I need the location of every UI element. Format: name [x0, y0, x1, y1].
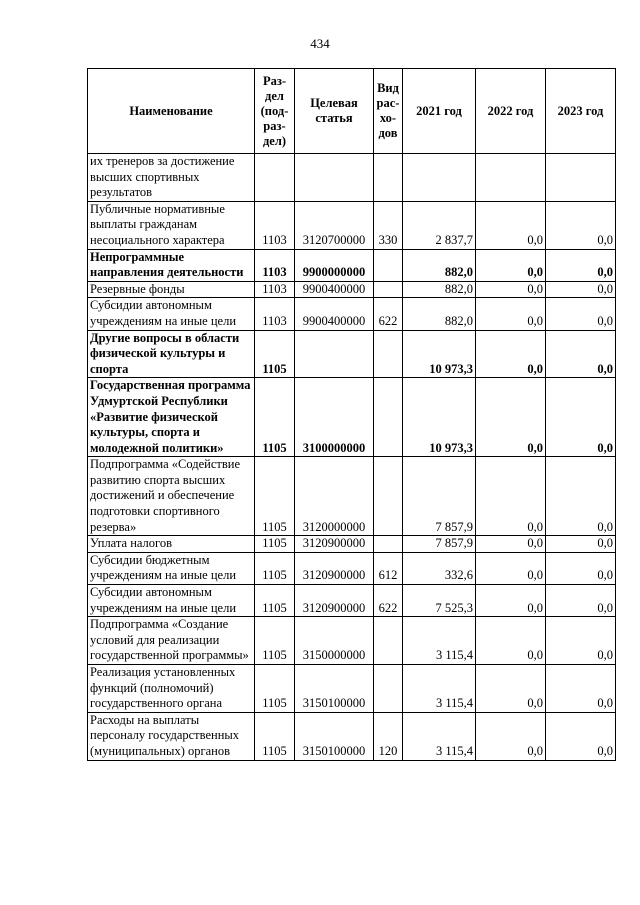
header-name: Наименование [88, 69, 255, 154]
table-header-row [88, 69, 616, 154]
row-target [295, 330, 374, 378]
table-row [88, 536, 616, 553]
row-expense-type [374, 249, 403, 281]
table-body [88, 154, 616, 761]
header-2022: 2022 год [476, 69, 546, 154]
row-name: Расходы на выплаты персоналу государственных (муниципальных) органов [88, 712, 255, 760]
row-2023: 0,0 [546, 457, 616, 536]
row-2021: 332,6 [403, 552, 476, 584]
table-row [88, 378, 616, 457]
row-name: Государственная программа Удмуртской Республики «Развитие физической культуры, спорта и молодежной политики» [88, 378, 255, 457]
row-target: 3120000000 [295, 457, 374, 536]
row-section: 1105 [255, 552, 295, 584]
row-section: 1105 [255, 712, 295, 760]
table-row [88, 665, 616, 713]
row-2022: 0,0 [476, 665, 546, 713]
row-expense-type: 120 [374, 712, 403, 760]
header-section-label: Раз- дел (под- раз- дел) [260, 73, 289, 148]
budget-table [87, 68, 616, 761]
row-2023: 0,0 [546, 617, 616, 665]
table-row [88, 249, 616, 281]
row-2021: 10 973,3 [403, 330, 476, 378]
row-expense-type [374, 536, 403, 553]
row-2021: 3 115,4 [403, 617, 476, 665]
row-2022: 0,0 [476, 378, 546, 457]
row-2022: 0,0 [476, 281, 546, 298]
row-2023 [546, 154, 616, 202]
row-section: 1105 [255, 617, 295, 665]
row-section: 1105 [255, 378, 295, 457]
row-2021: 882,0 [403, 298, 476, 330]
row-name: их тренеров за достижение высших спортивных результатов [88, 154, 255, 202]
row-2021: 882,0 [403, 249, 476, 281]
row-name: Резервные фонды [88, 281, 255, 298]
table-row [88, 154, 616, 202]
row-name: Субсидии автономным учреждениям на иные цели [88, 585, 255, 617]
row-section: 1105 [255, 457, 295, 536]
row-target: 3150100000 [295, 665, 374, 713]
page-number: 434 [310, 36, 330, 51]
row-2023: 0,0 [546, 712, 616, 760]
row-2023: 0,0 [546, 536, 616, 553]
row-section: 1105 [255, 665, 295, 713]
row-expense-type [374, 281, 403, 298]
row-section: 1103 [255, 201, 295, 249]
row-target: 3120900000 [295, 585, 374, 617]
row-2022: 0,0 [476, 249, 546, 281]
header-expense-type-label: Вид рас- хо- дов [376, 81, 400, 140]
header-expense-type [374, 69, 403, 154]
row-2021: 7 857,9 [403, 457, 476, 536]
table-row [88, 201, 616, 249]
row-target: 3120900000 [295, 552, 374, 584]
row-expense-type [374, 378, 403, 457]
row-expense-type: 330 [374, 201, 403, 249]
row-section: 1103 [255, 281, 295, 298]
row-2022: 0,0 [476, 457, 546, 536]
header-2023: 2023 год [546, 69, 616, 154]
row-expense-type [374, 665, 403, 713]
row-expense-type: 612 [374, 552, 403, 584]
header-2021: 2021 год [403, 69, 476, 154]
table-row [88, 298, 616, 330]
row-2021: 3 115,4 [403, 665, 476, 713]
row-section: 1103 [255, 249, 295, 281]
row-section: 1105 [255, 330, 295, 378]
row-2022: 0,0 [476, 712, 546, 760]
row-2022: 0,0 [476, 536, 546, 553]
row-2021: 3 115,4 [403, 712, 476, 760]
row-name: Подпрограмма «Создание условий для реализации государственной программы» [88, 617, 255, 665]
row-name: Реализация установленных функций (полномочий) государственного органа [88, 665, 255, 713]
row-2021: 2 837,7 [403, 201, 476, 249]
row-target [295, 154, 374, 202]
row-2022: 0,0 [476, 617, 546, 665]
row-expense-type [374, 154, 403, 202]
row-name: Непрограммные направления деятельности [88, 249, 255, 281]
row-2022: 0,0 [476, 330, 546, 378]
row-2023: 0,0 [546, 665, 616, 713]
row-name: Субсидии автономным учреждениям на иные цели [88, 298, 255, 330]
row-2021 [403, 154, 476, 202]
table-row [88, 712, 616, 760]
row-expense-type: 622 [374, 298, 403, 330]
row-target: 9900400000 [295, 281, 374, 298]
row-2023: 0,0 [546, 378, 616, 457]
table-row [88, 617, 616, 665]
table-row [88, 552, 616, 584]
table-row [88, 585, 616, 617]
row-target: 9900000000 [295, 249, 374, 281]
header-target-label: Целевая статья [310, 96, 358, 125]
row-2021: 7 857,9 [403, 536, 476, 553]
row-2023: 0,0 [546, 330, 616, 378]
row-expense-type: 622 [374, 585, 403, 617]
table-row [88, 457, 616, 536]
row-target: 3150100000 [295, 712, 374, 760]
row-name: Уплата налогов [88, 536, 255, 553]
header-section [255, 69, 295, 154]
row-name: Субсидии бюджетным учреждениям на иные цели [88, 552, 255, 584]
row-2023: 0,0 [546, 281, 616, 298]
row-name: Подпрограмма «Содействие развитию спорта высших достижений и обеспечение подготовки спортивного резерва» [88, 457, 255, 536]
row-target: 3150000000 [295, 617, 374, 665]
row-expense-type [374, 457, 403, 536]
row-target: 9900400000 [295, 298, 374, 330]
row-2022 [476, 154, 546, 202]
row-section [255, 154, 295, 202]
row-section: 1105 [255, 585, 295, 617]
row-2023: 0,0 [546, 552, 616, 584]
row-2021: 10 973,3 [403, 378, 476, 457]
row-expense-type [374, 330, 403, 378]
row-2022: 0,0 [476, 585, 546, 617]
header-target [295, 69, 374, 154]
row-2023: 0,0 [546, 298, 616, 330]
row-name: Публичные нормативные выплаты гражданам несоциального характера [88, 201, 255, 249]
row-2022: 0,0 [476, 298, 546, 330]
row-target: 3120900000 [295, 536, 374, 553]
row-2023: 0,0 [546, 201, 616, 249]
row-target: 3100000000 [295, 378, 374, 457]
row-expense-type [374, 617, 403, 665]
row-2021: 7 525,3 [403, 585, 476, 617]
row-section: 1103 [255, 298, 295, 330]
table-row [88, 281, 616, 298]
row-2023: 0,0 [546, 585, 616, 617]
row-2022: 0,0 [476, 552, 546, 584]
row-2022: 0,0 [476, 201, 546, 249]
table-row [88, 330, 616, 378]
row-2023: 0,0 [546, 249, 616, 281]
row-2021: 882,0 [403, 281, 476, 298]
row-name: Другие вопросы в области физической культуры и спорта [88, 330, 255, 378]
row-section: 1105 [255, 536, 295, 553]
row-target: 3120700000 [295, 201, 374, 249]
